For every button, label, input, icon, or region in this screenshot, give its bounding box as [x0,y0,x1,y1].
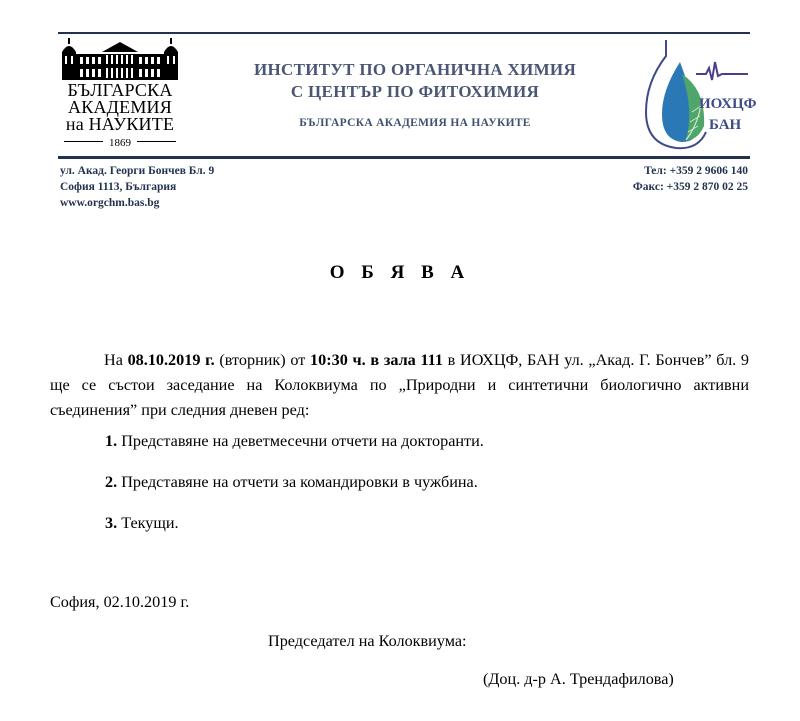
meeting-date: 08.10.2019 г. [127,351,215,369]
ioxcf-logo-line1: ИОХЦФ [699,96,757,112]
chair-title: Председател на Колоквиума: [268,632,467,650]
address-street: ул. Акад. Георги Бончев Бл. 9 [60,165,215,177]
bas-logo-year: 1869 [103,137,137,149]
bas-logo-year-wrap [58,137,182,149]
agenda-item-text: Представяне на отчети за командировки в чужбина. [117,473,478,491]
bas-logo-line3: на НАУКИТЕ [65,114,175,134]
address-city: София 1113, България [60,181,177,193]
ioxcf-logo-line2: БАН [709,117,742,133]
agenda-item-text: Текущи. [117,514,179,532]
chair-name: (Доц. д-р А. Трендафилова) [483,670,674,688]
para-text-2: (вторник) от [214,351,311,369]
meeting-room: зала 111 [383,351,443,369]
meeting-time: 10:30 ч. [310,351,366,369]
header-top-rule [58,32,750,34]
agenda-item [105,514,179,533]
agenda-item [105,473,478,492]
institute-name-line1: ИНСТИТУТ ПО ОРГАНИЧНА ХИМИЯ [253,60,577,79]
para-text-4: в ИОХЦФ, БАН ул. „Акад. Г. Бончев” бл. 9 ще се състои заседание на Колоквиума по „Природни и синтетични биологично активни съединения” при следния дневен ред: [50,351,750,419]
academy-name: БЪЛГАРСКА АКАДЕМИЯ НА НАУКИТЕ [299,117,531,129]
bas-logo-line2: АКАДЕМИЯ [68,97,172,117]
agenda-item-number: 3. [105,514,118,532]
agenda-item-number: 1. [105,432,118,450]
agenda-item [105,432,484,451]
place-and-date: София, 02.10.2019 г. [50,593,190,611]
institute-name-line2: С ЦЕНТЪР ПО ФИТОХИМИЯ [290,82,540,101]
agenda-item-text: Представяне на деветмесечни отчети на докторанти. [117,432,484,450]
bas-logo [58,38,182,150]
announcement-paragraph [50,348,749,423]
contact-fax: Факс: +359 2 870 02 25 [632,181,748,193]
contact-phone: Тел: +359 2 9606 140 [644,165,748,177]
bas-building-icon [58,38,182,82]
ioxcf-logo [636,40,757,152]
agenda-item-number: 2. [105,473,118,491]
bas-logo-line1: БЪЛГАРСКА [67,80,173,100]
document-title: О Б Я В А [329,262,471,283]
para-text-3: в [365,351,384,369]
para-text-1: На [104,351,128,369]
address-website: www.orgchm.bas.bg [60,197,160,209]
header-bottom-rule [58,157,750,159]
